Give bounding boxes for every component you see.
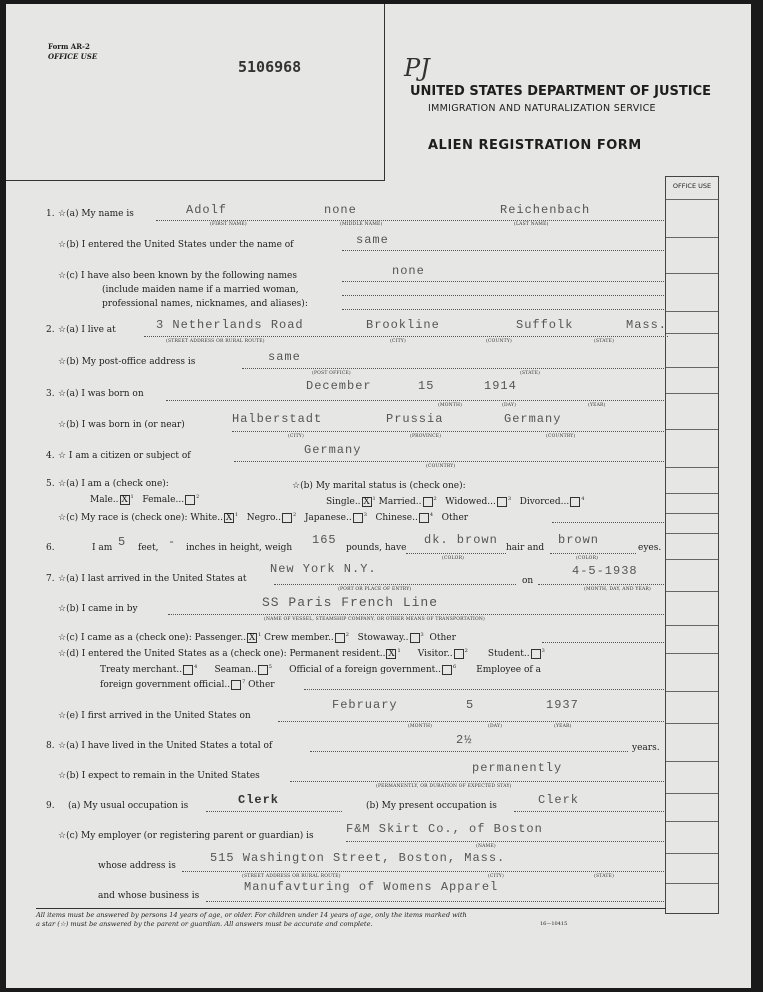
marital-row: Single.. X $^1$ Married.. $^2$ Widowed... $^3$ Divorced... $^4$ [326, 496, 585, 507]
race-row: ☆(c) My race is (check one): White.. X $^1$ Negro.. $^2$ Japanese.. $^3$ Chinese.. $^4$ Other [58, 512, 469, 523]
footer-note-1: All items must be answered by persons 14 years of age, or older. For children under 14 years of age, only the items marked with [36, 911, 467, 919]
birth-day-value: 15 [418, 379, 435, 393]
q1b-label: ☆(b) I entered the United States under the name of [58, 240, 294, 250]
japanese-label: Japanese [304, 513, 346, 523]
cap-expected-stay: (PERMANENTLY, OR DURATION OF EXPECTED STAY) [376, 784, 512, 789]
registration-number: 5106968 [238, 58, 302, 76]
employer-address-value: 515 Washington Street, Boston, Mass. [210, 851, 506, 865]
cap-birth-province: (PROVINCE) [410, 434, 442, 439]
q9b-label: (b) My present occupation is [366, 801, 497, 811]
sex-row: Male.. X $^1$ Female... $^2$ [90, 494, 200, 505]
cap-first-arrival-day: (DAY) [488, 724, 503, 729]
q9a-label: (a) My usual occupation is [68, 801, 189, 811]
female-checkbox[interactable] [185, 495, 195, 505]
cap-street: (STREET ADDRESS OR RURAL ROUTE) [166, 339, 265, 344]
permanent-mark: X [388, 648, 395, 659]
years-in-us-value: 2½ [456, 733, 473, 747]
seaman-checkbox[interactable] [258, 665, 268, 675]
chinese-label: Chinese [375, 513, 413, 523]
employer-value: F&M Skirt Co., of Boston [346, 822, 543, 836]
q3a-label: ☆(a) I was born on [58, 389, 144, 399]
q8a-years: years. [632, 743, 660, 753]
q5-number: 5. [46, 479, 55, 489]
q1c-label-2: (include maiden name if a married woman, [102, 285, 299, 295]
white-mark: X [225, 512, 233, 523]
student-label: Student [487, 649, 524, 659]
cap-last-name: (LAST NAME) [514, 222, 549, 227]
official-checkbox[interactable] [442, 665, 452, 675]
birth-country-value: Germany [504, 412, 562, 426]
came-as-other-label: Other [429, 633, 456, 643]
cap-first-arrival-month: (MONTH) [408, 724, 433, 729]
married-checkbox[interactable] [423, 497, 433, 507]
foreign-official-checkbox[interactable] [231, 680, 241, 690]
height-inches-value: - [168, 535, 177, 549]
cap-employer-city: (CITY) [488, 874, 504, 879]
birth-month-value: December [306, 379, 372, 393]
stowaway-checkbox[interactable] [410, 633, 420, 643]
widowed-label: Widowed [445, 497, 488, 507]
q6-text-1: I am [92, 543, 113, 553]
visitor-label: Visitor [417, 649, 447, 659]
cap-hair-color: (COLOR) [442, 556, 465, 561]
q9-business-label: and whose business is [98, 891, 200, 901]
q5c-label: ☆(c) My race is (check one): White [58, 513, 218, 523]
negro-label: Negro [246, 513, 276, 523]
height-feet-value: 5 [118, 535, 127, 549]
q1c-label-3: professional names, nicknames, and aliases): [102, 299, 308, 309]
female-label: Female [142, 495, 176, 505]
hair-color-value: dk. brown [424, 533, 498, 547]
middle-name-value: none [324, 203, 357, 217]
birth-province-value: Prussia [386, 412, 444, 426]
q6-text-2: feet, [138, 543, 159, 553]
entered-as-other-label: Other [248, 680, 275, 690]
form-number: Form AR-2 [48, 42, 90, 51]
q3-number: 3. [46, 389, 55, 399]
footer-code: 16—10415 [540, 921, 568, 927]
student-checkbox[interactable] [531, 649, 541, 659]
single-mark: X [363, 496, 370, 507]
last-name-value: Reichenbach [500, 203, 591, 217]
q7d-row-3: foreign government official.. $^7$ Other [100, 679, 275, 690]
crew-checkbox[interactable] [335, 633, 345, 643]
foreign-official-label: foreign government official [100, 680, 225, 690]
cap-post-office-state: (STATE) [520, 371, 541, 376]
cap-employer-state: (STATE) [594, 874, 615, 879]
q7a-on: on [522, 576, 534, 586]
permanent-checkbox[interactable] [386, 649, 396, 659]
q7b-label: ☆(b) I came in by [58, 604, 138, 614]
q5b-label: ☆(b) My marital status is (check one): [292, 481, 466, 491]
weight-value: 165 [312, 533, 337, 547]
cap-employer-name: (NAME) [476, 844, 496, 849]
q4-number: 4. [46, 451, 55, 461]
q7c-row: ☆(c) I came as a (check one): Passenger.. X $^1$ Crew member.. $^2$ Stowaway.. $^3$ Other [58, 632, 456, 643]
q7-number: 7. [46, 574, 55, 584]
q2-number: 2. [46, 325, 55, 335]
q4-label: ☆ I am a citizen or subject of [58, 451, 191, 461]
aliases-value: none [392, 264, 425, 278]
entry-name-value: same [356, 233, 389, 247]
footer-rule [36, 908, 666, 909]
post-office-value: same [268, 350, 301, 364]
widowed-checkbox[interactable] [497, 497, 507, 507]
county-value: Suffolk [516, 318, 574, 332]
service-heading: IMMIGRATION AND NATURALIZATION SERVICE [428, 103, 656, 114]
q8-number: 8. [46, 741, 55, 751]
q7d-row-2: Treaty merchant.. $^4$ Seaman.. $^5$ Official of a foreign government.. $^6$ Employee of a [100, 664, 541, 675]
cap-first-name: (FIRST NAME) [210, 222, 247, 227]
chinese-checkbox[interactable] [419, 513, 429, 523]
passenger-checkbox[interactable] [247, 633, 257, 643]
cap-post-office: (POST OFFICE) [312, 371, 351, 376]
q3b-label: ☆(b) I was born in (or near) [58, 420, 185, 430]
q2a-label: ☆(a) I live at [58, 325, 116, 335]
crew-label: Crew member [264, 633, 329, 643]
q7a-label: ☆(a) I last arrived in the United States at [58, 574, 247, 584]
male-label: Male [90, 495, 113, 505]
eye-color-value: brown [558, 533, 600, 547]
first-arrival-month-value: February [332, 698, 398, 712]
handwritten-initials: PJ [404, 54, 430, 82]
q5a-label: ☆(a) I am a (check one): [58, 479, 169, 489]
q2b-label: ☆(b) My post-office address is [58, 357, 196, 367]
q7e-label: ☆(e) I first arrived in the United States on [58, 711, 251, 721]
white-checkbox[interactable] [224, 513, 234, 523]
birth-year-value: 1914 [484, 379, 517, 393]
q7c-label: ☆(c) I came as a (check one): Passenger [58, 633, 241, 643]
cap-citizenship: (COUNTRY) [426, 464, 456, 469]
married-label: Married [378, 497, 416, 507]
q8b-label: ☆(b) I expect to remain in the United States [58, 771, 260, 781]
cap-birth-country: (COUNTRY) [546, 434, 576, 439]
birth-city-value: Halberstadt [232, 412, 323, 426]
q6-text-6: eyes. [638, 543, 662, 553]
cap-eye-color: (COLOR) [576, 556, 599, 561]
q7d-label: ☆(d) I entered the United States as a (check one): Permanent resident [58, 649, 380, 659]
office-use-box [6, 4, 385, 181]
department-heading: UNITED STATES DEPARTMENT OF JUSTICE [410, 84, 712, 99]
single-label: Single [326, 497, 355, 507]
office-use-label: OFFICE USE [48, 52, 98, 61]
cap-city: (CITY) [390, 339, 406, 344]
race-other-label: Other [441, 513, 469, 523]
cap-port: (PORT OR PLACE OF ENTRY) [338, 587, 412, 592]
q1-number: 1. [46, 209, 55, 219]
cap-birth-month: (MONTH) [438, 403, 463, 408]
office-use-column [665, 176, 719, 914]
street-value: 3 Netherlands Road [156, 318, 304, 332]
citizenship-value: Germany [304, 443, 362, 457]
seaman-label: Seaman [214, 665, 251, 675]
alien-registration-form [6, 4, 751, 988]
usual-occupation-value: Clerk [238, 793, 280, 807]
passenger-mark: X [248, 632, 256, 643]
employer-business-value: Manufavturing of Womens Apparel [244, 880, 499, 894]
treaty-checkbox[interactable] [183, 665, 193, 675]
cap-vessel: (NAME OF VESSEL, STEAMSHIP COMPANY, OR OTHER MEANS OF TRANSPORTATION) [264, 617, 485, 622]
q9-number: 9. [46, 801, 55, 811]
q1c-label-1: ☆(c) I have also been known by the following names [58, 271, 297, 281]
cap-arrival-date: (MONTH, DAY, AND YEAR) [584, 587, 651, 592]
q9c-label: ☆(c) My employer (or registering parent or guardian) is [58, 831, 314, 841]
cap-employer-street: (STREET ADDRESS OR RURAL ROUTE) [242, 874, 341, 879]
q8a-label: ☆(a) I have lived in the United States a total of [58, 741, 273, 751]
q9-address-label: whose address is [98, 861, 176, 871]
treaty-label: Treaty merchant [100, 665, 177, 675]
stowaway-label: Stowaway [357, 633, 403, 643]
male-checkbox[interactable] [120, 495, 130, 505]
vessel-value: SS Paris French Line [262, 595, 439, 610]
footer-note-2: a star (☆) must be answered by the parent or guardian. All answers must be accurate and complete. [36, 920, 373, 928]
form-title: ALIEN REGISTRATION FORM [428, 138, 642, 153]
first-arrival-day-value: 5 [466, 698, 475, 712]
cap-birth-city: (CITY) [288, 434, 304, 439]
cap-birth-day: (DAY) [502, 403, 517, 408]
first-name-value: Adolf [186, 203, 228, 217]
q6-number: 6. [46, 543, 55, 553]
male-mark: X [121, 494, 128, 505]
japanese-checkbox[interactable] [353, 513, 363, 523]
state-value: Mass. [626, 318, 668, 332]
present-occupation-value: Clerk [538, 793, 580, 807]
expected-stay-value: permanently [472, 761, 563, 775]
arrival-port-value: New York N.Y. [270, 562, 377, 576]
single-checkbox[interactable] [362, 497, 372, 507]
office-use-column-label: OFFICE USE [672, 182, 712, 190]
q7d-row-1: ☆(d) I entered the United States as a (check one): Permanent resident.. X $^1$ Visitor.. $^2$ Student.. $^3$ [58, 648, 545, 659]
cap-county: (COUNTY) [486, 339, 512, 344]
employee-label: Employee of a [476, 665, 541, 675]
official-label: Official of a foreign government [289, 665, 436, 675]
q6-text-5: hair and [506, 543, 545, 553]
divorced-checkbox[interactable] [570, 497, 580, 507]
q1a-label: ☆(a) My name is [58, 209, 134, 219]
cap-birth-year: (YEAR) [588, 403, 606, 408]
visitor-checkbox[interactable] [454, 649, 464, 659]
cap-state: (STATE) [594, 339, 615, 344]
arrival-date-value: 4-5-1938 [572, 564, 638, 578]
cap-middle-name: (MIDDLE NAME) [340, 222, 383, 227]
cap-first-arrival-year: (YEAR) [554, 724, 572, 729]
city-value: Brookline [366, 318, 440, 332]
first-arrival-year-value: 1937 [546, 698, 579, 712]
divorced-label: Divorced [519, 497, 561, 507]
q6-text-4: pounds, have [346, 543, 407, 553]
q6-text-3: inches in height, weigh [186, 543, 293, 553]
negro-checkbox[interactable] [282, 513, 292, 523]
